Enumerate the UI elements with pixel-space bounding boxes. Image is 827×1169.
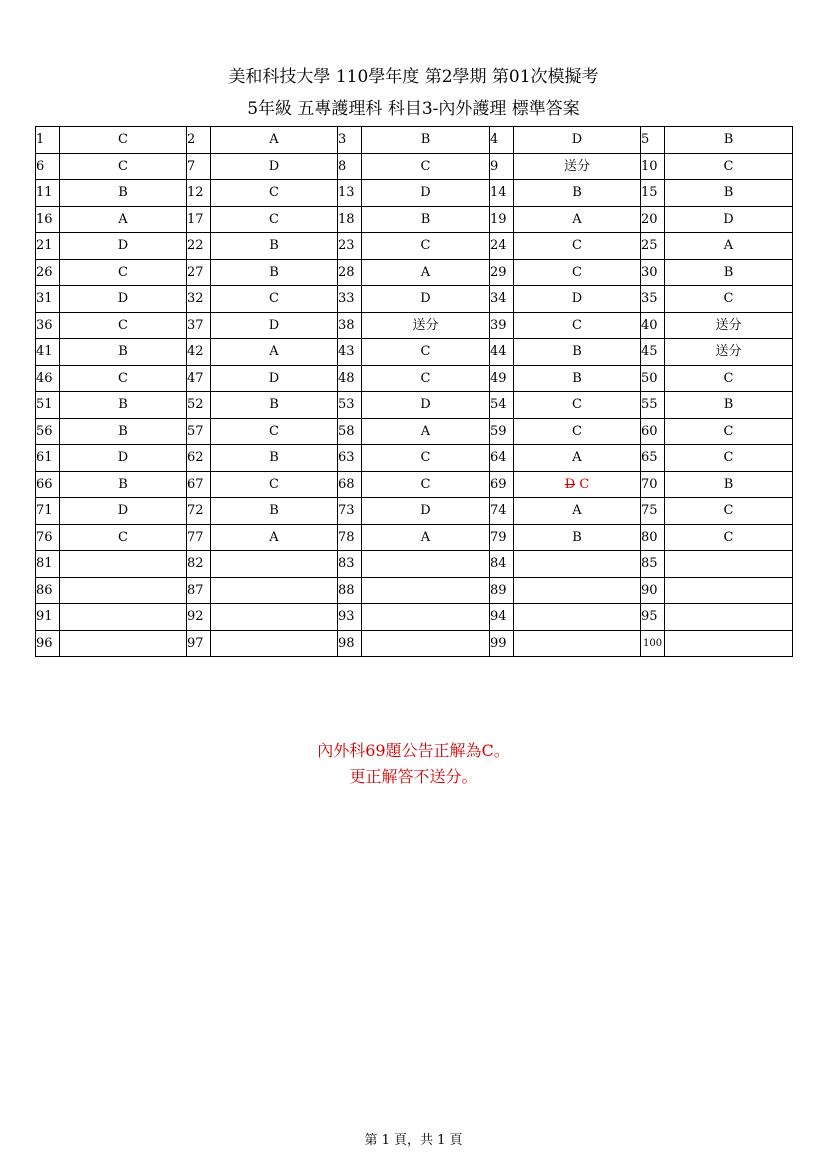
question-number: 15 [641,180,665,207]
answer-cell: 送分 [362,312,490,339]
question-number: 65 [641,445,665,472]
question-number: 64 [490,445,514,472]
question-number: 53 [338,392,362,419]
answer-cell: C [514,418,641,445]
question-number: 75 [641,498,665,525]
answer-cell [362,604,490,631]
answer-cell [211,630,338,657]
answer-cell: B [665,392,793,419]
answer-cell: B [362,127,490,154]
question-number: 74 [490,498,514,525]
question-number: 24 [490,233,514,260]
question-number: 99 [490,630,514,657]
question-number: 36 [36,312,60,339]
question-number: 32 [187,286,211,313]
answer-cell [60,604,187,631]
question-number: 5 [641,127,665,154]
question-number: 69 [490,471,514,498]
answer-cell: 送分 [514,153,641,180]
question-number: 56 [36,418,60,445]
answer-cell: C [211,286,338,313]
answer-cell: C [362,233,490,260]
answer-cell: A [362,259,490,286]
answer-cell: B [211,259,338,286]
answer-cell [362,630,490,657]
answer-cell: C [362,339,490,366]
question-number: 27 [187,259,211,286]
table-row [36,180,793,207]
question-number: 92 [187,604,211,631]
question-number: 2 [187,127,211,154]
answer-cell [665,630,793,657]
answer-cell: C [211,206,338,233]
question-number: 49 [490,365,514,392]
table-row [36,551,793,578]
question-number: 59 [490,418,514,445]
question-number: 9 [490,153,514,180]
question-number: 72 [187,498,211,525]
question-number: 48 [338,365,362,392]
table-row [36,339,793,366]
question-number: 44 [490,339,514,366]
answer-cell [60,630,187,657]
corrected-answer: C [579,476,590,492]
question-number: 66 [36,471,60,498]
answer-cell: B [60,471,187,498]
question-number: 38 [338,312,362,339]
answer-cell: C [665,153,793,180]
answer-cell: B [665,259,793,286]
question-number: 55 [641,392,665,419]
table-row [36,418,793,445]
question-number: 18 [338,206,362,233]
question-number: 71 [36,498,60,525]
question-number: 35 [641,286,665,313]
answer-cell: 送分 [665,339,793,366]
question-number: 11 [36,180,60,207]
question-number: 98 [338,630,362,657]
answer-cell: A [362,418,490,445]
answer-cell: C [665,524,793,551]
table-row [36,392,793,419]
answer-cell: D [60,286,187,313]
question-number: 34 [490,286,514,313]
answer-cell: D [362,392,490,419]
answer-cell: C [362,365,490,392]
answer-cell: D [211,153,338,180]
answer-cell: C [362,445,490,472]
question-number: 73 [338,498,362,525]
answer-cell [514,551,641,578]
answer-cell: D [211,312,338,339]
question-number: 19 [490,206,514,233]
table-row [36,630,793,657]
question-number: 12 [187,180,211,207]
question-number: 63 [338,445,362,472]
question-number: 79 [490,524,514,551]
question-number: 39 [490,312,514,339]
question-number: 62 [187,445,211,472]
answer-cell: C [665,286,793,313]
answer-cell: A [211,339,338,366]
question-number: 17 [187,206,211,233]
answer-cell: C [362,471,490,498]
question-number: 22 [187,233,211,260]
question-number: 46 [36,365,60,392]
answer-cell: D [362,498,490,525]
answer-cell [362,551,490,578]
answer-cell: C [60,524,187,551]
question-number: 43 [338,339,362,366]
answer-cell: B [211,233,338,260]
table-row [36,365,793,392]
question-number: 68 [338,471,362,498]
question-number: 87 [187,577,211,604]
question-number: 86 [36,577,60,604]
answer-cell: D [514,127,641,154]
answer-cell: B [514,339,641,366]
answer-cell: D [60,445,187,472]
answer-cell: C [211,471,338,498]
question-number: 77 [187,524,211,551]
table-row [36,206,793,233]
question-number: 94 [490,604,514,631]
answer-cell [211,604,338,631]
question-number: 54 [490,392,514,419]
answer-cell: B [514,524,641,551]
question-number: 23 [338,233,362,260]
correction-notice-detail: 更正解答不送分。 [349,767,478,786]
table-row [36,286,793,313]
question-number: 8 [338,153,362,180]
question-number: 70 [641,471,665,498]
question-number: 90 [641,577,665,604]
answer-cell: D [60,233,187,260]
question-number: 31 [36,286,60,313]
document-title: 美和科技大學 110學年度 第2學期 第01次模擬考 [228,67,599,87]
answer-cell [665,604,793,631]
question-number: 97 [187,630,211,657]
question-number: 4 [490,127,514,154]
question-number: 10 [641,153,665,180]
answer-cell: B [60,392,187,419]
question-number: 30 [641,259,665,286]
answer-cell [60,551,187,578]
question-number: 41 [36,339,60,366]
question-number: 93 [338,604,362,631]
table-row [36,259,793,286]
answer-cell: D [362,180,490,207]
question-number: 81 [36,551,60,578]
question-number: 100 [641,630,665,657]
answer-cell: B [665,471,793,498]
answer-cell: A [60,206,187,233]
answer-cell: B [211,445,338,472]
question-number: 51 [36,392,60,419]
question-number: 61 [36,445,60,472]
answer-cell [211,577,338,604]
answer-cell: A [211,127,338,154]
answer-cell: C [665,418,793,445]
answer-cell: A [514,498,641,525]
answer-cell: C [60,312,187,339]
answer-cell [514,471,641,498]
answer-cell: B [362,206,490,233]
answer-cell: B [60,418,187,445]
question-number: 20 [641,206,665,233]
question-number: 84 [490,551,514,578]
question-number: 85 [641,551,665,578]
question-number: 89 [490,577,514,604]
answer-cell: B [514,365,641,392]
question-number: 33 [338,286,362,313]
answer-cell: B [514,180,641,207]
question-number: 80 [641,524,665,551]
answer-cell: C [514,392,641,419]
question-number: 83 [338,551,362,578]
answer-cell: B [211,498,338,525]
document-subtitle: 5年級 五專護理科 科目3-內外護理 標準答案 [247,99,580,119]
answer-cell: D [211,365,338,392]
question-number: 47 [187,365,211,392]
table-row [36,577,793,604]
answer-cell: D [362,286,490,313]
table-row [36,127,793,154]
answer-cell: C [514,233,641,260]
answer-cell: D [514,286,641,313]
answer-cell: C [211,180,338,207]
question-number: 3 [338,127,362,154]
answer-cell [211,551,338,578]
answer-cell: D [60,498,187,525]
question-number: 40 [641,312,665,339]
answer-cell: C [514,312,641,339]
answer-cell: 送分 [665,312,793,339]
table-row [36,498,793,525]
answer-cell: C [665,445,793,472]
question-number: 21 [36,233,60,260]
answer-cell: C [514,259,641,286]
answer-cell [514,630,641,657]
question-number: 67 [187,471,211,498]
question-number: 16 [36,206,60,233]
question-number: 52 [187,392,211,419]
answer-cell: A [514,445,641,472]
question-number: 96 [36,630,60,657]
question-number: 13 [338,180,362,207]
answer-cell: B [60,180,187,207]
question-number: 25 [641,233,665,260]
table-row [36,604,793,631]
question-number: 82 [187,551,211,578]
question-number: 28 [338,259,362,286]
question-number: 88 [338,577,362,604]
answer-key-table [35,126,793,657]
table-row [36,153,793,180]
table-row [36,471,793,498]
answer-cell: B [60,339,187,366]
question-number: 76 [36,524,60,551]
question-number: 57 [187,418,211,445]
table-row [36,312,793,339]
answer-cell: C [362,153,490,180]
table-row [36,524,793,551]
question-number: 6 [36,153,60,180]
answer-cell [665,577,793,604]
answer-cell [362,577,490,604]
page-footer: 第 1 頁，共 1 頁 [364,1133,463,1148]
table-row [36,445,793,472]
answer-cell: A [514,206,641,233]
answer-cell: C [665,365,793,392]
question-number: 45 [641,339,665,366]
answer-cell: C [60,365,187,392]
question-number: 1 [36,127,60,154]
answer-cell [665,551,793,578]
answer-cell: A [362,524,490,551]
question-number: 60 [641,418,665,445]
question-number: 78 [338,524,362,551]
answer-cell [60,577,187,604]
answer-cell: C [60,259,187,286]
answer-cell [514,604,641,631]
question-number: 14 [490,180,514,207]
question-number: 26 [36,259,60,286]
answer-cell: B [211,392,338,419]
answer-cell: C [60,153,187,180]
question-number: 95 [641,604,665,631]
question-number: 58 [338,418,362,445]
answer-cell: C [60,127,187,154]
answer-cell: B [665,127,793,154]
question-number: 29 [490,259,514,286]
answer-cell: D [665,206,793,233]
correction-notice: 內外科69題公告正解為C。 [317,741,510,760]
answer-cell: A [665,233,793,260]
question-number: 91 [36,604,60,631]
question-number: 37 [187,312,211,339]
question-number: 50 [641,365,665,392]
question-number: 42 [187,339,211,366]
answer-cell: B [665,180,793,207]
answer-cell: A [211,524,338,551]
struck-answer: D [564,476,576,492]
table-row [36,233,793,260]
answer-cell: C [665,498,793,525]
question-number: 7 [187,153,211,180]
answer-cell: C [211,418,338,445]
answer-cell [514,577,641,604]
